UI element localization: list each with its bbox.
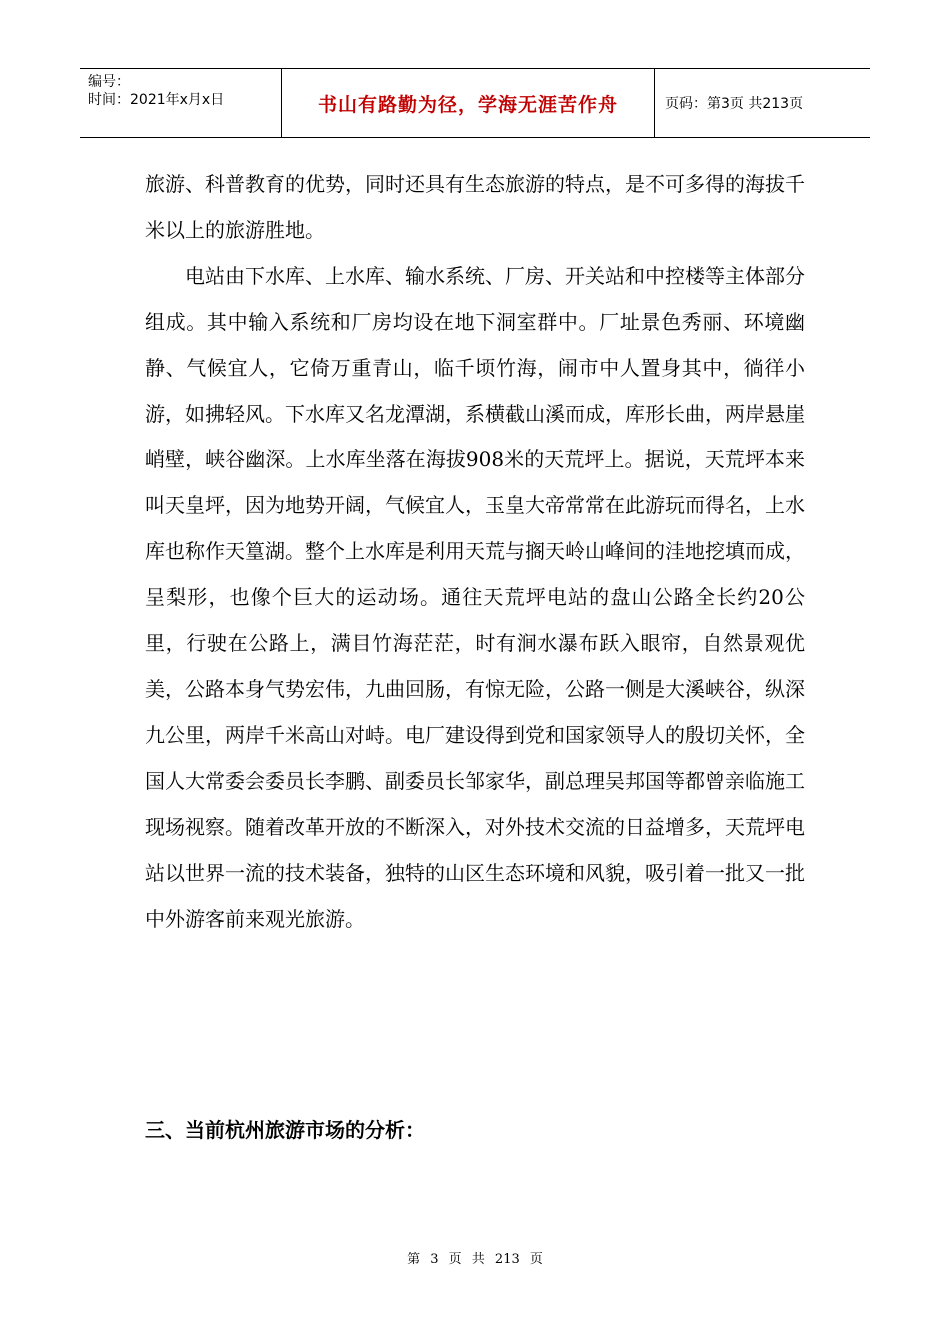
paragraph-1: 旅游、科普教育的优势，同时还具有生态旅游的特点，是不可多得的海拔千米以上的旅游胜地。 [145, 172, 805, 242]
header-info-cell [80, 69, 282, 137]
header-page-number: 页码：第3页 共213页 [665, 96, 804, 112]
date-label: 时间：2021年x月x日 [88, 92, 225, 108]
number-label: 编号： [88, 74, 130, 90]
header-motto: 书山有路勤为径，学海无涯苦作舟 [282, 69, 655, 137]
document-body [145, 162, 805, 942]
paragraph-2: 电站由下水库、上水库、输水系统、厂房、开关站和中控楼等主体部分组成。其中输入系统和厂房均设在地下洞室群中。厂址景色秀丽、环境幽静、气候宜人，它倚万重青山，临千顷竹海，闹市中人置身其中，徜徉小游，如拂轻风。下水库又名龙潭湖，系横截山溪而成，库形长曲，两岸悬崖峭壁，峡谷幽深。上水库坐落在海拔908米的天荒坪上。据说，天荒坪本来叫天皇坪，因为地势开阔，气候宜人，玉皇大帝常常在此游玩而得名，上水库也称作天篁湖。整个上水库是利用天荒与搁天岭山峰间的洼地挖填而成，呈梨形，也像个巨大的运动场。通往天荒坪电站的盘山公路全长约20公里，行驶在公路上，满目竹海茫茫，时有涧水瀑布跃入眼帘，自然景观优美，公路本身气势宏伟，九曲回肠，有惊无险，公路一侧是大溪峡谷，纵深九公里，两岸千米高山对峙。电厂建设得到党和国家领导人的殷切关怀，全国人大常委会委员长李鹏、副委员长邹家华，副总理吴邦国等都曾亲临施工现场视察。随着改革开放的不断深入，对外技术交流的日益增多，天荒坪电站以世界一流的技术装备，独特的山区生态环境和风貌，吸引着一批又一批中外游客前来观光旅游。 [145, 263, 805, 931]
section-heading: 三、当前杭州旅游市场的分析： [145, 1118, 425, 1142]
document-header [80, 68, 870, 138]
page-footer: 第 3 页 共 213 页 [407, 1252, 543, 1267]
